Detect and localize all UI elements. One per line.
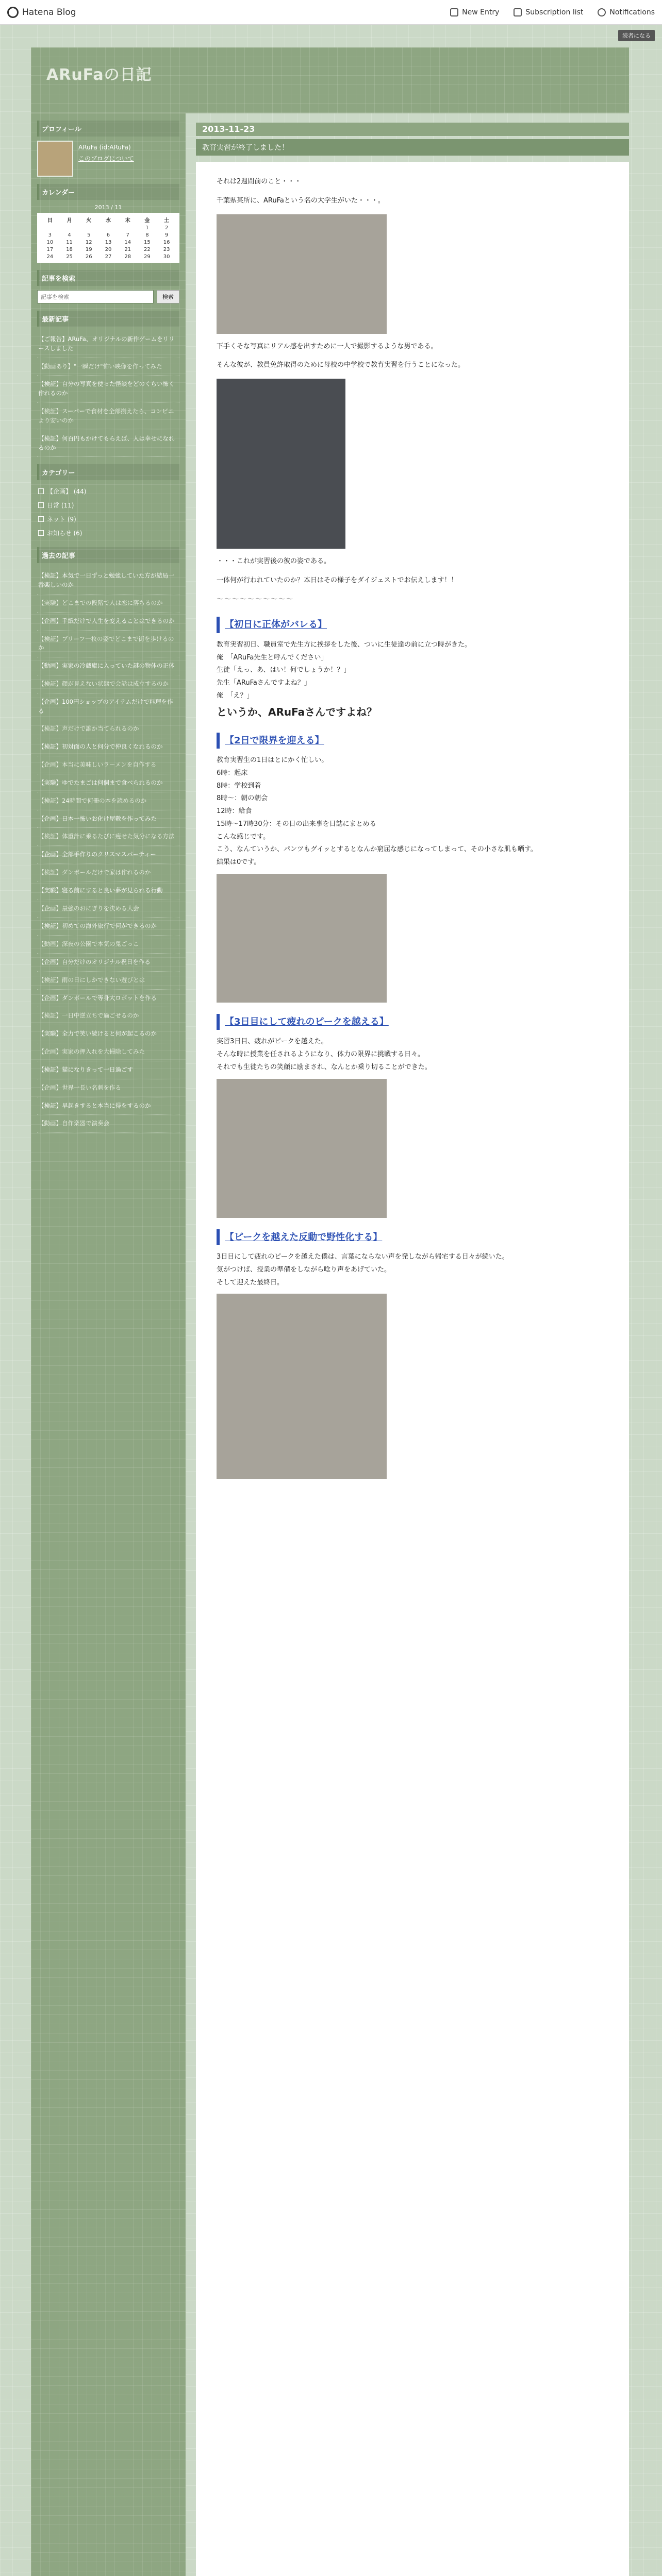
- calendar-date[interactable]: 24: [46, 254, 54, 260]
- section-line: 8時：学校到着: [217, 782, 261, 790]
- blog-header: [31, 47, 629, 113]
- calendar-weekday: 日: [47, 218, 53, 224]
- archive-entry-link[interactable]: 【企画】本当に美味しいラーメンを自作する: [37, 756, 179, 774]
- category-item[interactable]: [37, 484, 179, 498]
- calendar-date[interactable]: 9: [164, 232, 169, 238]
- archive-entry-link[interactable]: 【検証】早起きすると本当に得をするのか: [37, 1097, 179, 1115]
- blog-title[interactable]: ARuFaの日記: [46, 66, 152, 84]
- new-entry-label: New Entry: [462, 8, 500, 16]
- archive-entry-link[interactable]: 【実験】ゆでたまごは何個まで食べられるのか: [37, 774, 179, 792]
- category-label: 日常 (11): [47, 502, 74, 510]
- checkbox-icon: [38, 530, 44, 536]
- archive-entry-link[interactable]: 【検証】初めての海外旅行で何ができるのか: [37, 918, 179, 936]
- calendar-date[interactable]: 14: [124, 240, 131, 245]
- calendar-heading: カレンダー: [37, 184, 179, 200]
- calendar-date[interactable]: 19: [85, 247, 92, 252]
- section-line: 結果は0です。: [217, 858, 261, 866]
- calendar-date[interactable]: 20: [105, 247, 112, 252]
- global-bar-actions: [450, 8, 655, 16]
- section-heading: 【ピークを越えた反動で野性化する】: [217, 1229, 608, 1246]
- calendar-date: [40, 225, 60, 231]
- sidebar: [31, 113, 186, 2576]
- recent-entry-link[interactable]: 【動画あり】"一瞬だけ"怖い映像を作ってみた: [37, 358, 179, 376]
- checkbox-icon: [38, 488, 44, 494]
- new-entry-button[interactable]: [450, 8, 499, 16]
- section-line: そして迎えた最終日。: [217, 1278, 284, 1286]
- calendar-grid: [40, 216, 176, 260]
- checkbox-icon: [38, 502, 44, 508]
- brand-label: Hatena Blog: [22, 7, 76, 18]
- archive-entry-link[interactable]: 【動画】深夜の公園で本気の鬼ごっこ: [37, 936, 179, 954]
- intro-line-4: そんな彼が、教員免許取得のために母校の中学校で教育実習を行うことになった。: [217, 361, 465, 369]
- calendar-date[interactable]: 13: [105, 240, 112, 245]
- calendar-date[interactable]: 1: [145, 225, 149, 231]
- calendar: [37, 213, 179, 263]
- global-bar: [0, 0, 662, 25]
- archive-entry-link[interactable]: 【検証】雨の日にしかできない遊びとは: [37, 972, 179, 990]
- archive-entry-link[interactable]: 【検証】24時間で何冊の本を読めるのか: [37, 792, 179, 810]
- section-photo: [217, 1079, 387, 1218]
- pencil-icon: [450, 8, 458, 16]
- calendar-date[interactable]: 21: [124, 247, 131, 252]
- archive-entry-link[interactable]: 【検証】体重計に乗るたびに痩せた気分になる方法: [37, 828, 179, 846]
- section-line: それでも生徒たちの笑顔に励まされ、なんとか乗り切ることができた。: [217, 1063, 432, 1071]
- profile-section: [37, 121, 179, 177]
- calendar-date[interactable]: 17: [46, 247, 54, 252]
- calendar-date[interactable]: 12: [85, 240, 92, 245]
- calendar-date[interactable]: 7: [126, 232, 129, 238]
- main-content: [196, 113, 629, 2576]
- recent-entry-link[interactable]: 【ご報告】ARuFa、オリジナルの新作ゲームをリリースしました: [37, 331, 179, 358]
- section-heading: 【3日目にして疲れのピークを越える】: [217, 1014, 608, 1030]
- archive-entry-link[interactable]: 【企画】実家の押入れを大掃除してみた: [37, 1043, 179, 1061]
- category-list: [37, 484, 179, 540]
- section-line: 生徒「えっ、あ、はい！何でしょうか！？」: [217, 666, 351, 674]
- bell-icon: [598, 8, 606, 16]
- calendar-weekday: 土: [164, 218, 170, 224]
- archive-entry-link[interactable]: 【動画】自作楽器で演奏会: [37, 1115, 179, 1133]
- subscription-list-button[interactable]: [514, 8, 583, 16]
- calendar-date[interactable]: 25: [66, 254, 73, 260]
- section-line: 12時：給食: [217, 807, 252, 815]
- section-heading: 【2日で限界を迎える】: [217, 733, 608, 749]
- calendar-date: [79, 225, 98, 231]
- calendar-date[interactable]: 2: [164, 225, 169, 231]
- calendar-date[interactable]: 4: [68, 232, 71, 238]
- calendar-date[interactable]: 15: [144, 240, 151, 245]
- archive-entry-link[interactable]: 【実験】どこまでの段階で人は恋に落ちるのか: [37, 595, 179, 613]
- archive-section: [37, 547, 179, 1133]
- hatena-logo-icon: [7, 7, 19, 18]
- avatar[interactable]: [37, 141, 73, 177]
- calendar-date[interactable]: 10: [46, 240, 54, 245]
- subscription-list-label: Subscription list: [525, 8, 584, 16]
- archive-entry-link[interactable]: 【検証】ダンボールだけで家は作れるのか: [37, 864, 179, 882]
- calendar-weekday: 木: [125, 218, 130, 224]
- archive-heading: 過去の記事: [37, 547, 179, 563]
- section-line: 実習3日目、疲れがピークを越えた。: [217, 1038, 328, 1046]
- recent-entry-link[interactable]: 【検証】スーパーで食材を全部揃えたら、コンビニより安いのか: [37, 403, 179, 430]
- intro-line-6: 一体何が行われていたのか？本日はその様子をダイジェストでお伝えします！！: [217, 576, 458, 584]
- archive-entry-link[interactable]: 【検証】本気で一日ずっと勉強していた方が結局一番楽しいのか: [37, 567, 179, 595]
- section-line: こう、なんていうか、パンツもグイッとするとなんか窮屈な感じになってしまって、その小さな肌も晒す。: [217, 845, 537, 854]
- archive-entry-link[interactable]: 【企画】日本一怖いお化け屋敷を作ってみた: [37, 810, 179, 828]
- entry-title[interactable]: 教育実習が終了しました！: [196, 139, 629, 156]
- category-heading: カテゴリー: [37, 464, 179, 480]
- entry-body: [196, 162, 629, 2576]
- photo-lying-on-floor: [217, 214, 387, 334]
- section-line: こんな感じです。: [217, 833, 270, 841]
- category-label: お知らせ (6): [47, 530, 82, 537]
- calendar-weekday: 火: [86, 218, 92, 224]
- subscribe-button[interactable]: 読者になる: [618, 30, 655, 41]
- calendar-date[interactable]: 27: [105, 254, 112, 260]
- section-photo: [217, 874, 387, 1003]
- recent-heading: 最新記事: [37, 311, 179, 327]
- divider-wave: 〜〜〜〜〜〜〜〜〜〜: [217, 595, 294, 603]
- archive-entry-link[interactable]: 【実験】寝る前にすると良い夢が見られる行動: [37, 882, 179, 900]
- section-line: 8時〜：朝の朝会: [217, 794, 268, 803]
- emphasis-line: というか、ARuFaさんですよね？: [217, 705, 377, 718]
- notifications-label: Notifications: [609, 8, 655, 16]
- archive-entry-link[interactable]: 【企画】最強のおにぎりを決める大会: [37, 900, 179, 918]
- calendar-date[interactable]: 22: [144, 247, 151, 252]
- notifications-button[interactable]: [598, 8, 655, 16]
- section-photo: [217, 1294, 387, 1479]
- section-line: そんな時に授業を任されるようになり、体力の限界に挑戦する日々。: [217, 1050, 425, 1058]
- calendar-date[interactable]: 6: [106, 232, 110, 238]
- profile-id[interactable]: ARuFa (id:ARuFa): [78, 144, 131, 151]
- intro-line-5: ・・・これが実習後の彼の姿である。: [217, 557, 331, 565]
- section-line: 6時：起床: [217, 769, 248, 777]
- archive-entry-link[interactable]: 【企画】全部手作りのクリスマスパーティー: [37, 846, 179, 864]
- section-line: 15時〜17時30分：その日の出来事を日誌にまとめる: [217, 820, 376, 828]
- category-item[interactable]: [37, 498, 179, 512]
- photo-costume: [217, 379, 345, 549]
- search-input[interactable]: [37, 290, 154, 303]
- category-section: [37, 464, 179, 540]
- hatena-brand[interactable]: [7, 7, 76, 18]
- intro-line-1: それは2週間前のこと・・・: [217, 178, 302, 185]
- search-section: [37, 270, 179, 303]
- section-line: 気がつけば、授業の準備をしながら唸り声をあげていた。: [217, 1265, 391, 1274]
- archive-entry-link[interactable]: 【検証】ブリーフ一枚の姿でどこまで街を歩けるのか: [37, 631, 179, 658]
- profile-heading: プロフィール: [37, 121, 179, 137]
- archive-entry-link[interactable]: 【検証】声だけで誰か当てられるのか: [37, 720, 179, 738]
- calendar-date[interactable]: 3: [48, 232, 52, 238]
- checkbox-icon: [38, 516, 44, 522]
- archive-entry-link[interactable]: 【企画】手紙だけで人生を変えることはできるのか: [37, 613, 179, 631]
- section-line: 教育実習初日、職員室で先生方に挨拶をした後、ついに生徒達の前に立つ時がきた。: [217, 640, 472, 649]
- archive-entry-link[interactable]: 【検証】顔が見えない状態で会話は成立するのか: [37, 675, 179, 693]
- archive-entry-link[interactable]: 【企画】100円ショップのアイテムだけで料理を作る: [37, 693, 179, 721]
- archive-entry-link[interactable]: 【検証】猫になりきって一日過ごす: [37, 1061, 179, 1079]
- calendar-weekday: 月: [67, 218, 72, 224]
- calendar-date[interactable]: 28: [124, 254, 131, 260]
- archive-entry-link[interactable]: 【動画】実家の冷蔵庫に入っていた謎の物体の正体: [37, 657, 179, 675]
- category-label: ネット (9): [47, 516, 76, 523]
- calendar-date[interactable]: 8: [145, 232, 149, 238]
- archive-entry-link[interactable]: 【企画】自分だけのオリジナル祝日を作る: [37, 954, 179, 972]
- calendar-date[interactable]: 26: [85, 254, 92, 260]
- section-line: 先生「ARuFaさんですよね？」: [217, 679, 311, 687]
- calendar-date[interactable]: 29: [144, 254, 151, 260]
- calendar-date: [60, 225, 79, 231]
- calendar-date: [98, 225, 118, 231]
- archive-entry-link[interactable]: 【実験】全力で笑い続けると何が起こるのか: [37, 1025, 179, 1043]
- search-heading: 記事を検索: [37, 270, 179, 286]
- calendar-date: [118, 225, 138, 231]
- calendar-weekday: 水: [105, 218, 111, 224]
- calendar-date[interactable]: 11: [66, 240, 73, 245]
- calendar-date[interactable]: 23: [163, 247, 170, 252]
- archive-list: [37, 567, 179, 1133]
- archive-entry-link[interactable]: 【検証】一日中逆立ちで過ごせるのか: [37, 1007, 179, 1025]
- calendar-weekday: 金: [144, 218, 150, 224]
- section-line: 俺 「え？」: [217, 691, 254, 700]
- archive-entry-link[interactable]: 【検証】初対面の人と何分で仲良くなれるのか: [37, 738, 179, 756]
- intro-line-2: 千葉県某所に、ARuFaという名の大学生がいた・・・。: [217, 196, 385, 205]
- entry-date[interactable]: 2013-11-23: [196, 123, 629, 136]
- section-heading: 【初日に正体がバレる】: [217, 617, 608, 633]
- intro-line-3: 下手くそな写真にリアル感を出すために一人で撮影するような男である。: [217, 342, 438, 350]
- recent-entry-link[interactable]: 【検証】何百円もかけてもらえば、人は幸せになれるのか: [37, 430, 179, 457]
- calendar-section: [37, 184, 179, 263]
- search-button[interactable]: 検索: [157, 290, 179, 303]
- recent-list: [37, 331, 179, 457]
- book-icon: [514, 8, 522, 16]
- calendar-date[interactable]: 5: [87, 232, 91, 238]
- section-line: 俺 「ARuFa先生と呼んでください」: [217, 653, 328, 662]
- archive-entry-link[interactable]: 【企画】世界一長い名刺を作る: [37, 1079, 179, 1097]
- calendar-date[interactable]: 16: [163, 240, 170, 245]
- calendar-month[interactable]: 2013 / 11: [94, 204, 122, 211]
- recent-entry-link[interactable]: 【検証】自分の写真を使った怪談をどのくらい怖く作れるのか: [37, 376, 179, 403]
- recent-section: [37, 311, 179, 457]
- category-item[interactable]: [37, 512, 179, 526]
- about-blog-link[interactable]: このブログについて: [78, 155, 134, 162]
- category-label: 【企画】 (44): [47, 488, 87, 496]
- section-line: 3日目にして疲れのピークを越えた僕は、言葉にならない声を発しながら帰宅する日々が続いた。: [217, 1253, 509, 1261]
- calendar-date[interactable]: 30: [163, 254, 170, 260]
- archive-entry-link[interactable]: 【企画】ダンボールで等身大ロボットを作る: [37, 990, 179, 1008]
- section-line: 教育実習生の1日はとにかく忙しい。: [217, 756, 328, 764]
- calendar-date[interactable]: 18: [66, 247, 73, 252]
- category-item[interactable]: [37, 526, 179, 540]
- entry-sections: [217, 617, 608, 1479]
